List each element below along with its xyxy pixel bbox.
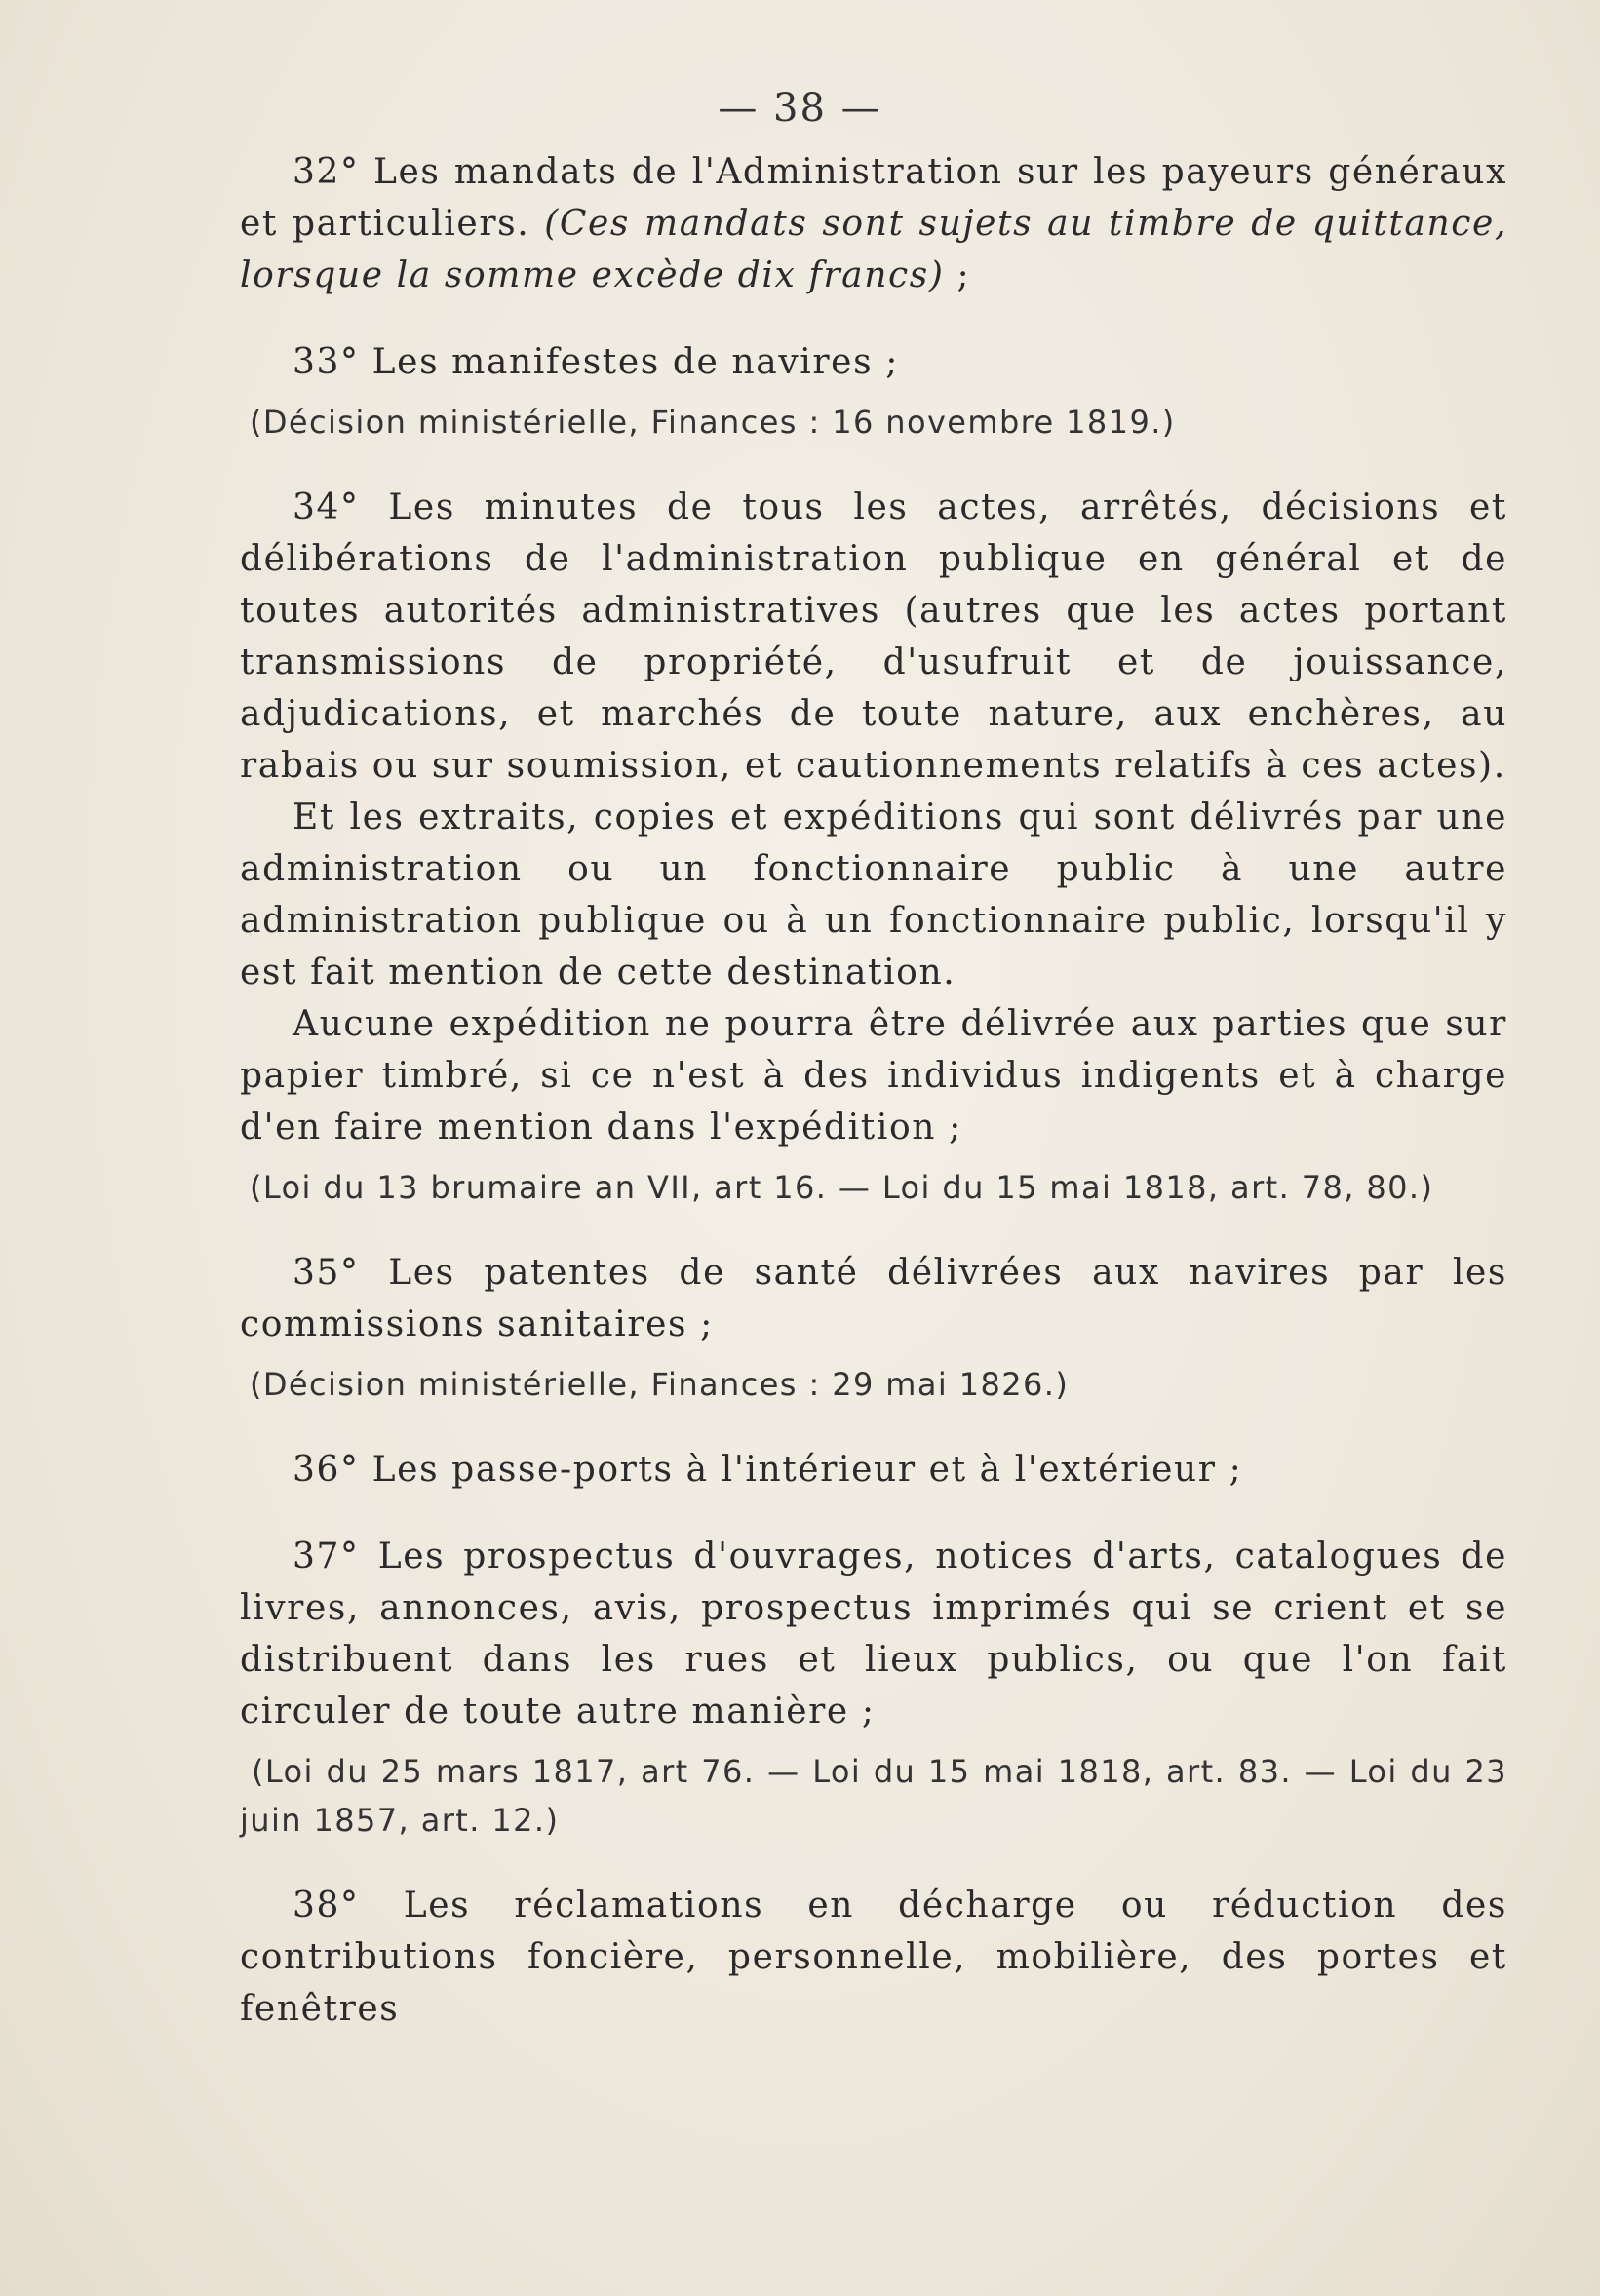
article-32-tail: ; (944, 255, 971, 295)
article-35: 35° Les patentes de santé délivrées aux navires par les commissions sanitaires ; (240, 1253, 1507, 1344)
article-33: 33° Les manifestes de navires ; (293, 342, 899, 382)
page-number: — 38 — (718, 86, 882, 131)
text-body (240, 146, 1507, 2035)
citation-33: (Décision ministérielle, Finances : 16 novembre 1819.) (250, 404, 1176, 441)
article-34-para-3: Aucune expédition ne pourra être délivrée aux parties que sur papier timbré, si ce n'est à des individus indigents et à charge d'en faire mention dans l'expédition ; (240, 1004, 1507, 1148)
citation-35: (Décision ministérielle, Finances : 29 mai 1826.) (250, 1366, 1070, 1403)
article-34: 34° Les minutes de tous les actes, arrêtés, décisions et délibérations de l'administration publique en général et de toutes autorités administratives (autres que les actes portant transmissions de propriété, d'usufruit et de jouissance, adjudications, et marchés de toute nature, aux enchères, au rabais ou sur soumission, et cautionnements relatifs à ces actes). (240, 487, 1507, 786)
article-32 (240, 146, 1507, 301)
citation-34: (Loi du 13 brumaire an VII, art 16. — Loi du 15 mai 1818, art. 78, 80.) (250, 1169, 1434, 1206)
article-37: 37° Les prospectus d'ouvrages, notices d'arts, catalogues de livres, annonces, avis, prospectus imprimés qui se crient et se distribuent dans les rues et lieux publics, ou que l'on fait circuler de toute autre manière ; (240, 1537, 1507, 1732)
article-32-note: (Ces mandats sont sujets au timbre de quittance, lorsque la somme excède dix francs) (240, 204, 1507, 295)
article-38: 38° Les réclamations en décharge ou réduction des contributions foncière, personnelle, mobilière, des portes et fenêtres (240, 1886, 1507, 2029)
article-36: 36° Les passe-ports à l'intérieur et à l'extérieur ; (293, 1450, 1243, 1490)
citation-37: (Loi du 25 mars 1817, art 76. — Loi du 15 mai 1818, art. 83. — Loi du 23 juin 1857, art. 12.) (240, 1753, 1507, 1839)
article-34-para-2: Et les extraits, copies et expéditions qui sont délivrés par une administration ou un fonctionnaire public à une autre administration publique ou à un fonctionnaire public, lorsqu'il y est fait mention de cette destination. (240, 798, 1507, 992)
article-32-text: 32° Les mandats de l'Administration sur les payeurs généraux et particuliers. (240, 152, 1507, 244)
